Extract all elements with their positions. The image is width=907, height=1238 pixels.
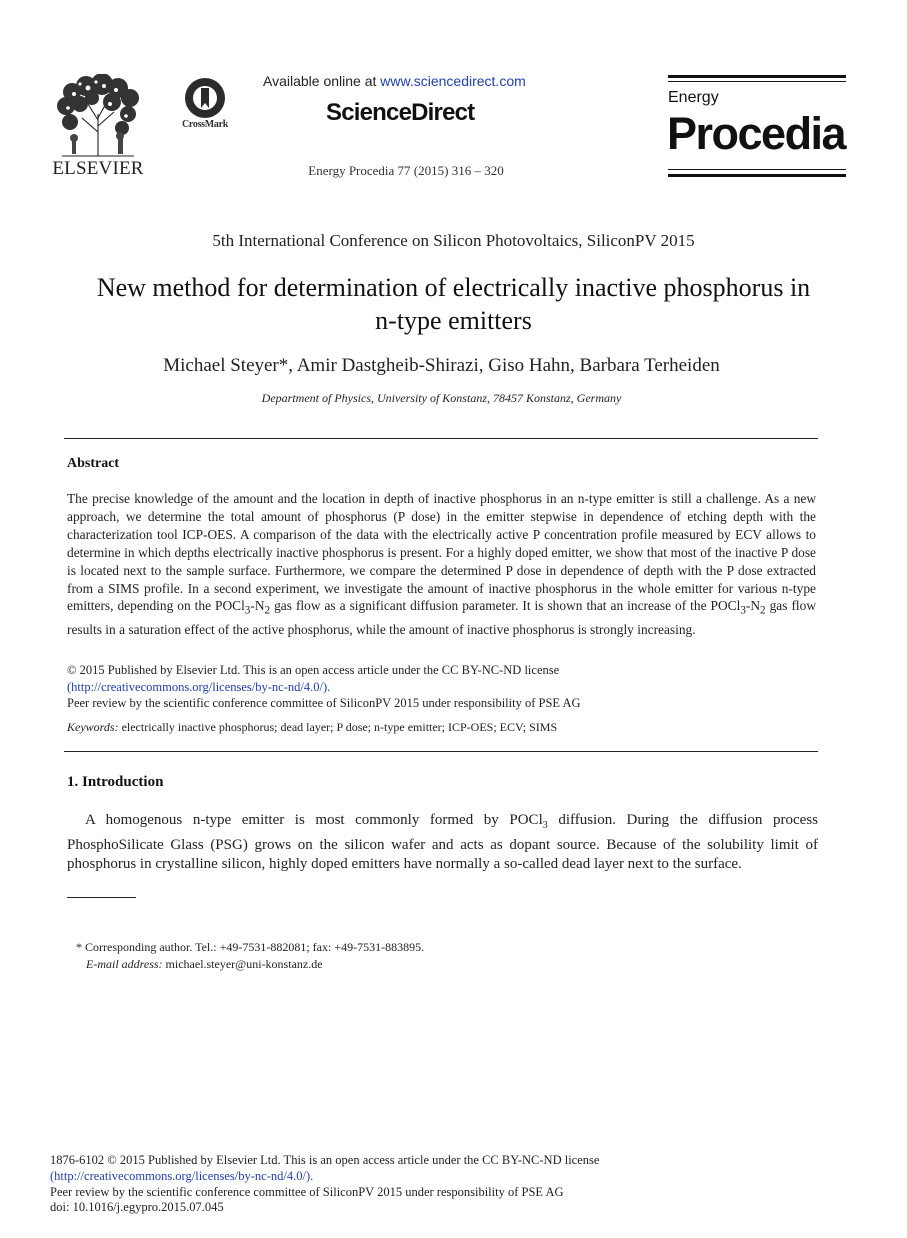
abstract-text-part-1: The precise knowledge of the amount and the location in depth of inactive phosphorus in an n-type emitter is still a challenge. As a new approach, we determine the total amount of phosphorus (P dose) in the emitter stepwise in dependence of etching depth with the characterization tool ICP-OES. A comparison of the data with the electrically active P concentration profile measured by ECV allows to determine in which depths electrically inactive phosphorus is present. For a highly doped emitter, we show that most of the inactive P dose is located next to the sample surface. Furthermore, we compare the determined P dose in dependence of depth with the P dose extracted from a SIMS profile. In a second experiment, we investigate the amount of inactive phosphorus in the whole emitter for various n-type emitters, depending on the POCl xyxy=(67,491,816,614)
sciencedirect-link[interactable]: www.sciencedirect.com xyxy=(380,73,526,89)
introduction-text xyxy=(67,811,818,875)
title-line-1: New method for determination of electrically inactive phosphorus in xyxy=(96,273,811,302)
available-prefix: Available online at xyxy=(263,73,381,89)
license-line-1: © 2015 Published by Elsevier Ltd. This is an open access article under the CC BY-NC-ND license xyxy=(67,663,560,677)
keywords-text: electrically inactive phosphorus; dead layer; P dose; n-type emitter; ICP-OES; ECV; SIMS xyxy=(118,720,558,734)
sciencedirect-logo: ScienceDirect xyxy=(326,99,475,126)
conference-name: 5th International Conference on Silicon Photovoltaics, SiliconPV 2015 xyxy=(212,231,695,250)
doi-line[interactable]: doi: 10.1016/j.egypro.2015.07.045 xyxy=(50,1200,224,1215)
bottom-license-link[interactable]: (http://creativecommons.org/licenses/by-nc-nd/4.0/). xyxy=(50,1168,314,1183)
energy-procedia-logo xyxy=(668,75,846,177)
divider-bottom xyxy=(64,751,818,752)
subscript-3: 3 xyxy=(244,605,251,618)
abstract-text-part-4: -N xyxy=(745,598,761,614)
bottom-publisher-info xyxy=(50,1153,599,1216)
abstract-heading: Abstract xyxy=(67,456,120,471)
issn-line: 1876-6102 © 2015 Published by Elsevier Ltd. This is an open access article under the CC BY-NC-ND license xyxy=(50,1153,600,1167)
elsevier-wordmark: ELSEVIER xyxy=(52,158,144,179)
paper-title xyxy=(50,271,857,337)
license-block xyxy=(67,662,827,712)
footnote-rule xyxy=(67,897,136,898)
logo-rule-bottom xyxy=(668,174,846,177)
subscript-3b: 3 xyxy=(740,605,746,618)
keywords-label: Keywords: xyxy=(67,720,119,734)
license-link[interactable]: (http://creativecommons.org/licenses/by-nc-nd/4.0/). xyxy=(67,679,331,694)
available-online xyxy=(263,73,526,89)
elsevier-tree-icon xyxy=(52,74,144,158)
logo-rule-bottom-thin xyxy=(668,169,846,170)
intro-text-part-1: A homogenous n-type emitter is most commonly formed by POCl xyxy=(85,812,543,828)
abstract-text xyxy=(67,490,816,639)
logo-rule-top-thin xyxy=(668,81,846,82)
bottom-peer-review: Peer review by the scientific conference committee of SiliconPV 2015 under responsibility of PSE AG xyxy=(50,1184,564,1199)
title-line-2: n-type emitters xyxy=(375,306,532,335)
intro-subscript-3: 3 xyxy=(542,820,548,831)
footnote xyxy=(76,939,424,973)
logo-procedia-word: Procedia xyxy=(667,108,846,159)
abstract-text-part-3: gas flow as a significant diffusion parameter. It is shown that an increase of the POCl xyxy=(270,598,741,614)
affiliation: Department of Physics, University of Konstanz, 78457 Konstanz, Germany xyxy=(261,391,622,405)
authors: Michael Steyer*, Amir Dastgheib-Shirazi, Giso Hahn, Barbara Terheiden xyxy=(163,355,720,376)
abstract-text-part-2: -N xyxy=(250,598,265,614)
license-line-3: Peer review by the scientific conference committee of SiliconPV 2015 under responsibility of PSE AG xyxy=(67,696,581,710)
journal-reference: Energy Procedia 77 (2015) 316 – 320 xyxy=(308,163,504,178)
subscript-2b: 2 xyxy=(760,605,766,618)
keywords xyxy=(67,720,827,735)
crossmark-badge[interactable] xyxy=(176,76,234,132)
abstract-text-part-5: gas flow results in a saturation effect of the active phosphorus, while the amount of inactive phosphorus is strongly increasing. xyxy=(67,598,817,638)
crossmark-icon xyxy=(176,76,234,120)
subscript-2: 2 xyxy=(264,605,271,618)
intro-text-part-2: diffusion. During the diffusion process PhosphoSilicate Glass (PSG) grows on the silicon wafer and acts as dopant source. Because of the solubility limit of phosphorus in crystalline silicon, highly doped emitters have normally a so-called dead layer next to the surface. xyxy=(67,812,818,873)
divider-top xyxy=(64,438,818,439)
email-label: E-mail address: xyxy=(86,957,163,971)
corresponding-author: * Corresponding author. Tel.: +49-7531-882081; fax: +49-7531-883895. xyxy=(76,940,425,954)
crossmark-label: CrossMark xyxy=(181,119,228,130)
introduction-heading: 1. Introduction xyxy=(67,774,164,790)
email-address[interactable]: michael.steyer@uni-konstanz.de xyxy=(162,957,323,971)
logo-rule-top xyxy=(668,75,846,78)
logo-energy-word: Energy xyxy=(668,89,719,106)
email-line xyxy=(76,956,424,973)
